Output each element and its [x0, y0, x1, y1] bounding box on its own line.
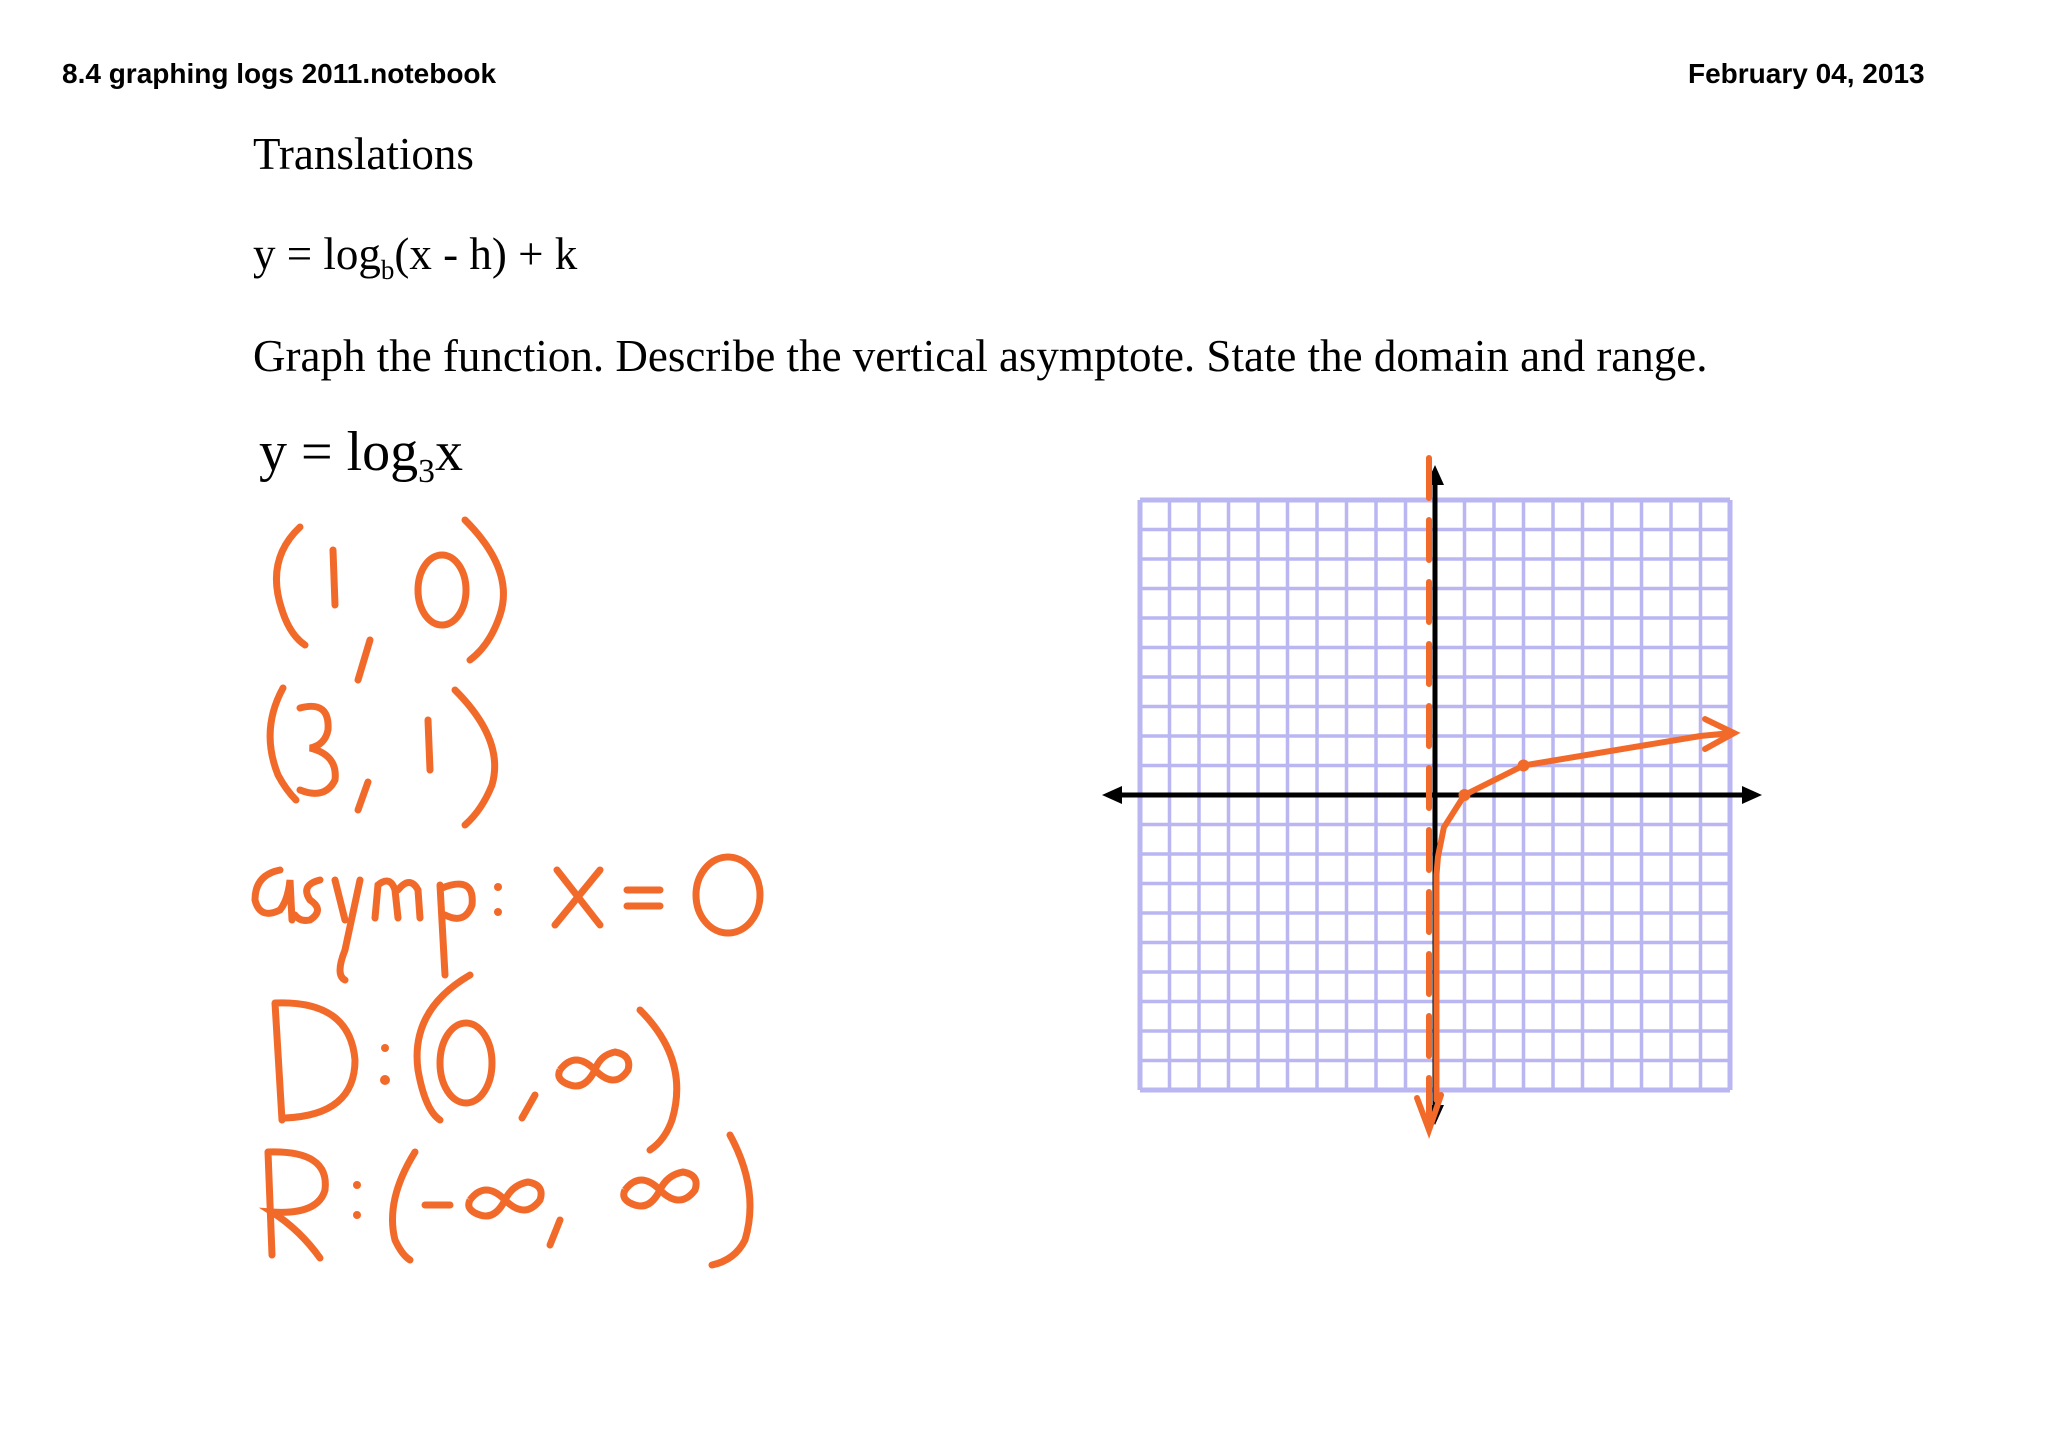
- x-axis-arrow-left: [1102, 786, 1122, 804]
- function-base: 3: [418, 453, 435, 491]
- instructions-text: Graph the function. Describe the vertical asymptote. State the domain and range.: [253, 331, 1708, 381]
- point-3-1: [1518, 760, 1530, 772]
- function-lhs: y = log: [259, 421, 419, 483]
- formula-base: b: [380, 255, 395, 285]
- section-heading: Translations: [253, 129, 474, 179]
- x-axis-arrow-right: [1742, 786, 1762, 804]
- point-1-0: [1459, 789, 1471, 801]
- formula-lhs: y = log: [253, 229, 381, 279]
- log-curve: [1436, 719, 1734, 1100]
- function-rhs: x: [434, 421, 463, 483]
- notebook-title: 8.4 graphing logs 2011.notebook: [62, 58, 497, 89]
- page-date: February 04, 2013: [1688, 58, 1925, 89]
- formula-rhs: (x - h) + k: [394, 229, 578, 279]
